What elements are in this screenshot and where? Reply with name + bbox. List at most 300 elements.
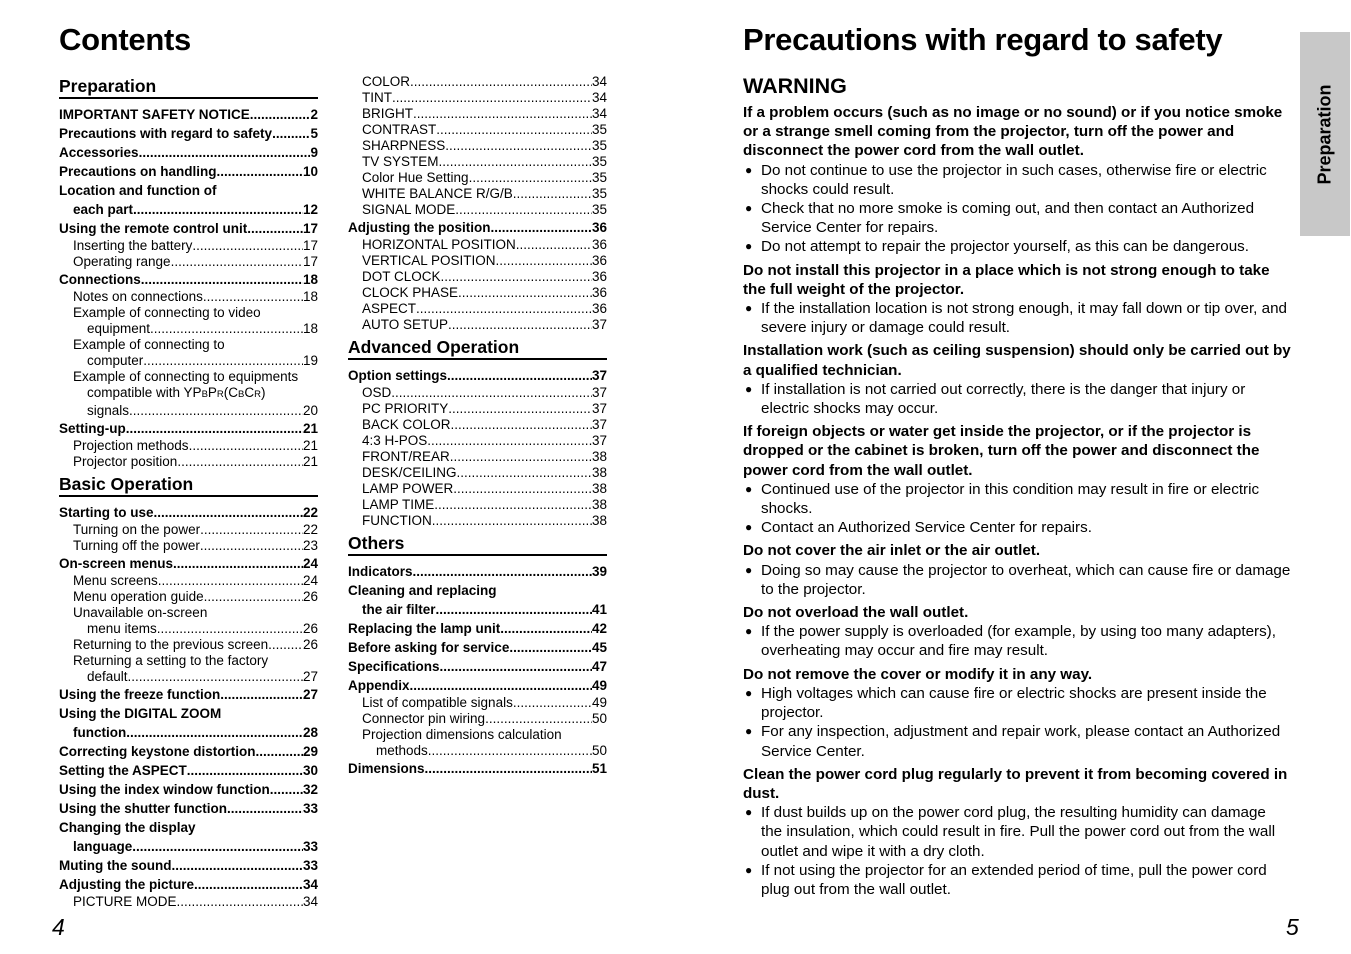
toc-dot-leader [458, 285, 592, 301]
toc-entry-label: Using the freeze function [59, 687, 221, 702]
bullet-dot-icon: ● [745, 162, 753, 177]
toc-entry-page: 27 [302, 669, 318, 684]
toc-entry-page: 37 [591, 385, 607, 400]
toc-entry-label: PICTURE MODE [73, 894, 177, 909]
toc-entry[interactable] [348, 581, 607, 600]
toc-entry-page: 22 [302, 522, 318, 537]
toc-entry-page: 24 [302, 556, 318, 571]
toc-dot-leader [171, 856, 302, 875]
toc-entry-label: Example of connecting to [73, 337, 225, 352]
toc-dot-leader [440, 657, 592, 676]
side-tab-label: Preparation [1314, 83, 1335, 185]
toc-dot-leader [171, 254, 303, 270]
page-number-left: 4 [52, 914, 65, 940]
bullet-dot-icon: ● [745, 481, 753, 496]
toc-entry-label: SHARPNESS [362, 138, 446, 153]
toc-entry-label: CONTRAST [362, 122, 437, 137]
toc-entry[interactable] [348, 562, 607, 581]
toc-dot-leader [448, 401, 592, 417]
toc-dot-leader [158, 573, 303, 589]
toc-entry[interactable] [59, 124, 318, 143]
toc-entry[interactable] [348, 481, 607, 497]
toc-dot-leader [141, 270, 303, 289]
toc-dot-leader [513, 695, 592, 711]
toc-entry-page: 47 [591, 659, 607, 674]
warning-bullet-text: If not using the projector for an extended period of time, pull the power cord plug out from the wall outlet. [761, 861, 1267, 898]
toc-entry[interactable] [59, 503, 318, 522]
toc-entry-page: 36 [591, 301, 607, 316]
toc-entry[interactable] [348, 513, 607, 529]
toc-dot-leader [126, 723, 303, 742]
toc-dot-leader [132, 837, 303, 856]
toc-entry-label: TINT [362, 90, 392, 105]
toc-section-heading: Others [348, 533, 607, 556]
toc-entry[interactable] [348, 657, 607, 676]
toc-section-heading: Advanced Operation [348, 337, 607, 360]
toc-entry-page: 20 [302, 403, 318, 418]
toc-entry-page: 42 [591, 621, 607, 636]
toc-dot-leader [436, 600, 592, 619]
toc-dot-leader [428, 743, 592, 759]
warning-bullet [743, 622, 1291, 660]
toc-dot-leader [447, 366, 592, 385]
toc-entry[interactable] [348, 727, 607, 743]
warning-bullet-text: Continued use of the projector in this condition may result in fire or electric shocks. [761, 480, 1260, 518]
toc-entry-label: Setting the ASPECT [59, 763, 187, 778]
toc-entry[interactable] [348, 106, 607, 122]
warning-item-heading: Clean the power cord plug regularly to prevent it from becoming covered in dust. [743, 765, 1288, 802]
toc-dot-leader [200, 538, 303, 554]
toc-dot-leader [496, 253, 592, 269]
toc-entry-label: COLOR [362, 74, 411, 89]
toc-entry[interactable] [59, 105, 318, 124]
toc-entry[interactable] [348, 170, 607, 186]
toc-entry[interactable] [59, 438, 318, 454]
toc-entry-page: 33 [302, 839, 318, 854]
warning-item-heading: Do not install this projector in a place which is not strong enough to take the full weight of the projector. [743, 261, 1270, 298]
bullet-dot-icon: ● [745, 301, 753, 316]
warning-heading: WARNING [743, 74, 847, 98]
toc-entry-label: VERTICAL POSITION [362, 253, 496, 268]
toc-entry-label: LAMP POWER [362, 481, 454, 496]
page-number-right: 5 [1286, 914, 1299, 940]
toc-entry-page: 38 [591, 481, 607, 496]
toc-entry-label: computer [87, 353, 144, 368]
warning-item [743, 603, 1291, 661]
toc-entry-page: 49 [591, 678, 607, 693]
toc-entry[interactable] [59, 637, 318, 653]
toc-entry[interactable] [348, 317, 607, 333]
toc-entry[interactable] [59, 143, 318, 162]
toc-entry[interactable] [59, 538, 318, 554]
toc-entry-label: Notes on connections [73, 289, 203, 304]
toc-entry-page: 36 [591, 253, 607, 268]
toc-entry-page: 21 [302, 421, 318, 436]
toc-entry-label: Adjusting the position [348, 220, 491, 235]
toc-entry-page: 18 [302, 321, 318, 336]
warning-bullet [743, 561, 1291, 599]
toc-entry-page: 37 [591, 317, 607, 332]
warning-bullet [743, 237, 1291, 256]
toc-entry[interactable] [59, 837, 318, 856]
toc-entry[interactable] [348, 619, 607, 638]
warning-bullet-text: If the power supply is overloaded (for example, by using too many adapters), overheating may occur and fire may result. [761, 623, 1276, 660]
warning-bullet [743, 380, 1291, 418]
toc-entry-page: 36 [591, 285, 607, 300]
toc-dot-leader [200, 522, 303, 538]
toc-entry[interactable] [59, 200, 318, 219]
toc-entry-page: 38 [591, 449, 607, 464]
toc-entry-label: Muting the sound [59, 858, 172, 873]
toc-entry-page: 37 [591, 401, 607, 416]
bullet-dot-icon: ● [745, 724, 753, 739]
bullet-dot-icon: ● [745, 862, 753, 877]
toc-entry[interactable] [348, 417, 607, 433]
toc-dot-leader [391, 385, 592, 401]
toc-entry[interactable] [59, 669, 318, 685]
toc-entry-label: FUNCTION [362, 513, 432, 528]
toc-entry[interactable] [59, 353, 318, 369]
warning-item [743, 665, 1291, 761]
toc-entry[interactable] [348, 676, 607, 695]
warning-bullet-text: Check that no more smoke is coming out, and then contact an Authorized Service Center for repairs. [761, 200, 1255, 237]
toc-dot-leader [227, 799, 303, 818]
toc-entry[interactable] [348, 218, 607, 237]
toc-entry-page: 38 [591, 513, 607, 528]
toc-dot-leader [250, 105, 311, 124]
toc-entry-label: Projector position [73, 454, 178, 469]
warning-item [743, 422, 1291, 537]
warning-item [743, 541, 1291, 599]
toc-dot-leader [220, 685, 303, 704]
warning-bullet-text: Contact an Authorized Service Center for repairs. [761, 519, 1092, 537]
bullet-dot-icon: ● [745, 624, 753, 639]
warning-item-heading: Do not remove the cover or modify it in any way. [743, 665, 1093, 683]
toc-entry-page: 35 [591, 202, 607, 217]
toc-entry-page: 37 [591, 417, 607, 432]
toc-entry[interactable] [59, 385, 318, 403]
toc-dot-leader [425, 759, 592, 778]
toc-entry-label: Unavailable on-screen [73, 605, 208, 620]
toc-column-2 [348, 74, 607, 778]
toc-entry-page: 35 [591, 170, 607, 185]
toc-entry-label: Starting to use [59, 505, 154, 520]
toc-entry[interactable] [59, 522, 318, 538]
warning-item-heading: Do not overload the wall outlet. [743, 604, 969, 622]
toc-entry[interactable] [348, 202, 607, 218]
toc-entry[interactable] [59, 554, 318, 573]
toc-entry-label: Option settings [348, 368, 447, 383]
toc-entry-label: HORIZONTAL POSITION [362, 237, 516, 252]
section-side-tab [1300, 32, 1350, 236]
toc-entry-label: WHITE BALANCE R/G/B [362, 186, 513, 201]
toc-entry-page: 45 [591, 640, 607, 655]
toc-dot-leader [453, 481, 592, 497]
toc-entry[interactable] [59, 780, 318, 799]
toc-entry-page: 23 [302, 538, 318, 553]
toc-dot-leader [455, 202, 592, 218]
toc-entry-label: signals [87, 403, 130, 418]
toc-dot-leader [441, 269, 592, 285]
warning-item-heading: If foreign objects or water get inside the projector, or if the projector is dropped or the cabinet is broken, turn off the power and disconnect the power cord from the wall outlet. [743, 423, 1260, 479]
toc-dot-leader [189, 438, 303, 454]
toc-entry-page: 29 [302, 744, 318, 759]
toc-entry-page: 32 [302, 782, 318, 797]
toc-dot-leader [416, 301, 592, 317]
toc-entry-page: 50 [591, 711, 607, 726]
toc-dot-leader [432, 513, 592, 529]
toc-dot-leader [128, 669, 303, 685]
toc-entry-label: Adjusting the picture [59, 877, 194, 892]
toc-entry-page: 9 [310, 145, 318, 160]
toc-entry[interactable] [348, 433, 607, 449]
toc-entry-page: 21 [302, 454, 318, 469]
toc-dot-leader [129, 403, 303, 419]
toc-dot-leader [436, 122, 592, 138]
toc-entry-page: 37 [591, 433, 607, 448]
toc-dot-leader [192, 238, 303, 254]
toc-entry-label: List of compatible signals [362, 695, 513, 710]
toc-entry[interactable] [348, 90, 607, 106]
toc-entry[interactable] [348, 385, 607, 401]
toc-entry[interactable] [59, 162, 318, 181]
toc-entry-label: Location and function of [59, 183, 217, 198]
toc-entry-page: 18 [302, 272, 318, 287]
contents-title: Contents [59, 22, 191, 57]
toc-dot-leader [139, 143, 311, 162]
toc-dot-leader [427, 433, 592, 449]
toc-dot-leader [490, 218, 591, 237]
toc-entry-page: 10 [302, 164, 318, 179]
toc-entry[interactable] [348, 695, 607, 711]
toc-dot-leader [413, 106, 592, 122]
toc-entry-label: Precautions on handling [59, 164, 217, 179]
toc-entry-label: Example of connecting to video [73, 305, 261, 320]
toc-entry-label: Replacing the lamp unit [348, 621, 501, 636]
toc-entry-page: 27 [302, 687, 318, 702]
toc-dot-leader [194, 875, 303, 894]
toc-dot-leader [445, 138, 592, 154]
toc-dot-leader [450, 449, 592, 465]
toc-entry-label: DESK/CEILING [362, 465, 457, 480]
toc-entry-label: Accessories [59, 145, 139, 160]
toc-entry[interactable] [59, 454, 318, 470]
toc-dot-leader [410, 676, 592, 695]
toc-entry-label: Connections [59, 272, 141, 287]
toc-entry-label: Using the index window function [59, 782, 270, 797]
warning-bullet [743, 861, 1291, 899]
toc-entry[interactable] [348, 401, 607, 417]
toc-dot-leader [173, 554, 303, 573]
toc-entry-label: Appendix [348, 678, 410, 693]
toc-entry-page: 22 [302, 505, 318, 520]
toc-entry[interactable] [348, 237, 607, 253]
toc-entry-label: Turning on the power [73, 522, 201, 537]
toc-entry-page: 49 [591, 695, 607, 710]
toc-entry[interactable] [348, 743, 607, 759]
toc-dot-leader [133, 200, 303, 219]
toc-entry[interactable] [59, 254, 318, 270]
toc-dot-leader [509, 638, 592, 657]
toc-entry-page: 37 [591, 368, 607, 383]
toc-section-heading: Preparation [59, 76, 318, 99]
toc-entry-label: Precautions with regard to safety [59, 126, 273, 141]
toc-entry-label: the air filter [362, 602, 436, 617]
toc-entry-page: 2 [310, 107, 318, 122]
toc-entry[interactable] [59, 894, 318, 910]
toc-entry[interactable] [59, 181, 318, 200]
toc-entry[interactable] [59, 704, 318, 723]
toc-entry-label: PC PRIORITY [362, 401, 449, 416]
toc-entry-page: 33 [302, 801, 318, 816]
toc-dot-leader [270, 780, 303, 799]
toc-dot-leader [439, 154, 592, 170]
toc-entry-label: OSD [362, 385, 392, 400]
toc-dot-leader [469, 170, 592, 186]
toc-entry[interactable] [59, 653, 318, 669]
toc-dot-leader [457, 465, 592, 481]
bullet-dot-icon: ● [745, 685, 753, 700]
toc-entry[interactable] [59, 875, 318, 894]
toc-entry-page: 51 [591, 761, 607, 776]
toc-entry-label: Indicators [348, 564, 413, 579]
toc-entry[interactable] [348, 638, 607, 657]
toc-entry[interactable] [59, 219, 318, 238]
toc-entry[interactable] [59, 605, 318, 621]
warning-item [743, 341, 1291, 418]
toc-dot-leader [516, 237, 592, 253]
toc-entry-label: Turning off the power [73, 538, 200, 553]
toc-entry[interactable] [59, 238, 318, 254]
bullet-dot-icon: ● [745, 381, 753, 396]
warning-bullet [743, 803, 1291, 861]
toc-entry-label: Menu screens [73, 573, 158, 588]
toc-entry[interactable] [59, 761, 318, 780]
toc-entry[interactable] [348, 366, 607, 385]
toc-entry[interactable] [348, 186, 607, 202]
toc-entry[interactable] [59, 856, 318, 875]
toc-entry-label: AUTO SETUP [362, 317, 449, 332]
toc-entry[interactable] [59, 289, 318, 305]
toc-entry[interactable] [348, 122, 607, 138]
toc-entry-label: Connector pin wiring [362, 711, 486, 726]
toc-entry-label: 4:3 H-POS [362, 433, 428, 448]
toc-section-heading: Basic Operation [59, 474, 318, 497]
toc-entry[interactable] [59, 685, 318, 704]
toc-entry-page: 36 [591, 269, 607, 284]
toc-entry-page: 34 [591, 74, 607, 89]
toc-entry[interactable] [59, 589, 318, 605]
toc-entry[interactable] [59, 621, 318, 637]
toc-entry-label: IMPORTANT SAFETY NOTICE [59, 107, 250, 122]
toc-entry[interactable] [59, 337, 318, 353]
warning-bullet [743, 480, 1291, 518]
toc-entry[interactable] [59, 723, 318, 742]
toc-entry[interactable] [348, 600, 607, 619]
toc-entry-page: 36 [591, 237, 607, 252]
toc-entry-label: Color Hue Setting [362, 170, 469, 185]
toc-entry-label: menu items [87, 621, 157, 636]
toc-dot-leader [126, 419, 303, 438]
bullet-dot-icon: ● [745, 562, 753, 577]
toc-entry[interactable] [59, 818, 318, 837]
toc-dot-leader [154, 503, 303, 522]
warning-item-heading: Installation work (such as ceiling suspension) should only be carried out by a qualified technician. [743, 342, 1291, 379]
toc-entry-page: 19 [302, 353, 318, 368]
toc-entry-page: 26 [302, 589, 318, 604]
toc-entry[interactable] [348, 301, 607, 317]
warning-bullet [743, 518, 1291, 537]
toc-entry[interactable] [348, 465, 607, 481]
toc-dot-leader [392, 90, 592, 106]
toc-dot-leader [448, 317, 592, 333]
warning-bullet-text: If the installation location is not strong enough, it may fall down or tip over, and severe injury or damage could result. [761, 300, 1287, 337]
toc-dot-leader [513, 186, 592, 202]
toc-entry[interactable] [59, 270, 318, 289]
warning-bullet [743, 299, 1291, 337]
toc-entry[interactable] [59, 321, 318, 337]
toc-entry[interactable] [348, 285, 607, 301]
toc-entry-label: Projection dimensions calculation [362, 727, 562, 742]
toc-entry[interactable] [348, 497, 607, 513]
toc-entry-page: 17 [302, 238, 318, 253]
toc-entry-label: Using the remote control unit [59, 221, 248, 236]
toc-entry-page: 34 [302, 894, 318, 909]
toc-entry-label: BRIGHT [362, 106, 414, 121]
toc-entry[interactable] [348, 154, 607, 170]
toc-entry-label: each part [73, 202, 134, 217]
safety-title: Precautions with regard to safety [743, 22, 1223, 57]
toc-entry-label: default [87, 669, 128, 684]
toc-entry-label: Cleaning and replacing [348, 583, 497, 598]
toc-entry[interactable] [59, 742, 318, 761]
toc-entry[interactable] [348, 711, 607, 727]
toc-entry[interactable] [348, 449, 607, 465]
toc-entry-page: 21 [302, 438, 318, 453]
toc-entry[interactable] [348, 269, 607, 285]
toc-dot-leader [157, 621, 303, 637]
toc-entry-label: function [73, 725, 127, 740]
toc-entry-page: 33 [302, 858, 318, 873]
warning-bullet-text: Do not continue to use the projector in such cases, otherwise fire or electric shocks could result. [761, 161, 1267, 198]
toc-entry[interactable] [348, 759, 607, 778]
toc-entry-page: 38 [591, 497, 607, 512]
toc-entry-page: 39 [591, 564, 607, 579]
toc-entry[interactable] [59, 305, 318, 321]
toc-entry-page: 38 [591, 465, 607, 480]
warning-bullet-text: If dust builds up on the power cord plug, the resulting humidity can damage the insulation, which could result in fire. Pull the power cord out from the wall outlet and wipe it with a dry cloth. [761, 804, 1276, 860]
toc-entry[interactable] [348, 138, 607, 154]
warning-bullet [743, 161, 1291, 199]
toc-entry-label: On-screen menus [59, 556, 174, 571]
toc-entry-label: Returning a setting to the factory [73, 653, 269, 668]
toc-entry[interactable] [59, 799, 318, 818]
warning-item [743, 103, 1291, 257]
toc-entry[interactable] [59, 573, 318, 589]
toc-entry[interactable] [59, 403, 318, 419]
toc-entry-page: 26 [302, 621, 318, 636]
toc-entry-label: Example of connecting to equipments [73, 369, 299, 384]
bullet-dot-icon: ● [745, 520, 753, 535]
toc-entry-label: methods [376, 743, 428, 758]
toc-entry[interactable] [59, 419, 318, 438]
toc-entry-label: TV SYSTEM [362, 154, 439, 169]
toc-entry[interactable] [348, 74, 607, 90]
toc-entry-label: DOT CLOCK [362, 269, 441, 284]
toc-entry[interactable] [59, 369, 318, 385]
toc-entry[interactable] [348, 253, 607, 269]
toc-entry-label: Changing the display [59, 820, 196, 835]
